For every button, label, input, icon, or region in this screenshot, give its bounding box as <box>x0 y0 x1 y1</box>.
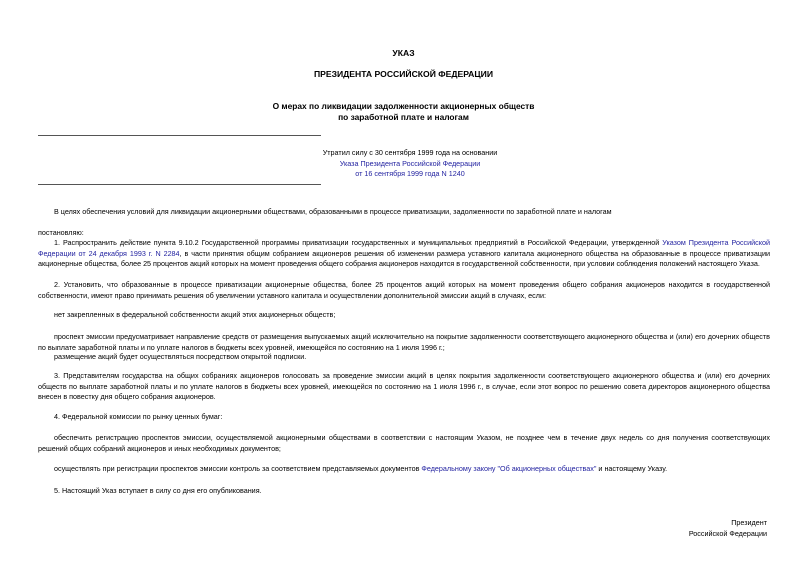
paragraph-2-condition-b: проспект эмиссии предусматривает направление средств от размещения выпускаемых акций исключительно на покрытие задолженности соответствующего акционерного общества и (или) его дочерних обществ по выплате заработной платы и по уплате налогов в бюджеты всех уровней, имеющейся по состоянию на 1 июля 1996 г.; <box>38 332 770 352</box>
paragraph-4-item-b <box>38 464 770 475</box>
intro-paragraph: В целях обеспечения условий для ликвидации акционерными обществами, образованными в процессе приватизации, задолженности по заработной плате и налогам <box>54 207 612 216</box>
paragraph-4: 4. Федеральной комиссии по рынку ценных бумаг: <box>54 412 223 421</box>
repeal-decree-link[interactable]: Указа Президента Российской Федерации <box>339 158 481 168</box>
document-title: УКАЗ <box>392 48 415 58</box>
status-note-text: Утратил силу с 30 сентября 1999 года на основании <box>322 148 498 157</box>
paragraph-5: 5. Настоящий Указ вступает в силу со дня его опубликования. <box>54 486 262 495</box>
bottom-divider <box>38 184 321 185</box>
paragraph-2-condition-c: размещение акций будет осуществляться посредством открытой подписки. <box>54 352 307 361</box>
federal-law-link[interactable]: Федеральному закону "Об акционерных обществах" <box>421 464 597 473</box>
paragraph-4-item-b-start: осуществлять при регистрации проспектов эмиссии контроль за соответствием представляемых документов <box>54 464 422 473</box>
document-subject <box>0 101 807 123</box>
paragraph-4-item-b-end: и настоящему Указу. <box>596 464 668 473</box>
paragraph-2-condition-a: нет закрепленных в федеральной собственности акций этих акционерных обществ; <box>54 310 336 319</box>
repeal-decree-date-link[interactable]: от 16 сентября 1999 года N 1240 <box>355 169 465 179</box>
paragraph-4-item-a: обеспечить регистрацию проспектов эмиссии, осуществляемой акционерными обществами в соответствии с настоящим Указом, не позднее чем в течение двух недель со дня получения соответствующих решений общих собраний акционеров и иных необходимых документов; <box>38 433 770 453</box>
decree-2284-link[interactable]: Указом Президента Российской Федерации от 24 декабря 1993 г. N 2284 <box>38 238 770 258</box>
paragraph-1 <box>38 238 770 270</box>
signature-title: Президент <box>731 518 767 527</box>
signature-block <box>689 517 767 539</box>
document-issuer: ПРЕЗИДЕНТА РОССИЙСКОЙ ФЕДЕРАЦИИ <box>313 69 494 79</box>
signature-country: Российской Федерации <box>688 529 767 538</box>
status-note <box>300 148 520 180</box>
paragraph-1-end: , в части принятия общим собранием акционеров решения об изменении размера уставного капитала акционерного общества на образованные в процессе приватизации акционерные общества, более 25 процентов акций которых на момент проведения общего собрания акционеров находится в государственной собственности, при условии соблюдения положений настоящего Указа. <box>38 248 770 269</box>
subject-line-1: О мерах по ликвидации задолженности акционерных обществ <box>272 101 535 111</box>
top-divider <box>38 135 321 136</box>
paragraph-1-start: 1. Распространить действие пункта 9.10.2 Государственной программы приватизации государственных и муниципальных предприятий в Российской Федерации, утвержденной <box>54 238 663 247</box>
paragraph-2: 2. Установить, что образованные в процессе приватизации акционерные общества, более 25 процентов акций которых на момент проведения общего собрания акционеров находится в государственной собственности, имеют право принимать решения об увеличении уставного капитала и осуществлении дополнительной эмиссии акций в случаях, если: <box>38 280 770 300</box>
decree-word: постановляю: <box>38 228 84 237</box>
subject-line-2: по заработной плате и налогам <box>338 112 469 122</box>
paragraph-3: 3. Представителям государства на общих собраниях акционеров голосовать за проведение эмиссии акций в целях покрытия задолженности соответствующего акционерного общества и (или) его дочерних обществ по выплате заработной платы и по уплате налогов в бюджеты всех уровней, имеющейся по состоянию на 1 июля 1996 г., в случае, если этот вопрос по решению совета директоров акционерного общества внесен в повестку дня общего собрания акционеров. <box>38 371 770 402</box>
